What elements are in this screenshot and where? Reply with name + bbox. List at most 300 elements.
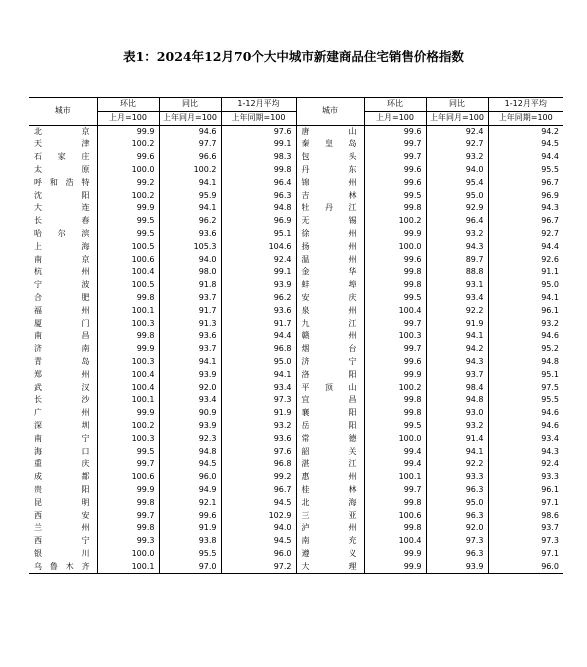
city-name-cell: 泸州 (296, 522, 364, 535)
yoy-index-cell: 93.9 (159, 369, 221, 382)
city-name-cell: 徐州 (296, 228, 364, 241)
yoy-index-cell: 93.1 (426, 279, 488, 292)
city-name-cell: 西宁 (34, 536, 91, 546)
city-name-cell: 襄阳 (296, 407, 364, 420)
yoy-index-cell: 94.1 (159, 177, 221, 190)
yoy-index-cell: 94.0 (426, 164, 488, 177)
table-row (29, 177, 563, 190)
mom-index-cell: 99.7 (364, 151, 426, 164)
city-name-cell: 三亚 (296, 510, 364, 523)
mom-index-cell: 99.6 (97, 151, 159, 164)
mom-index-cell: 100.3 (97, 356, 159, 369)
mom-index-cell: 100.2 (97, 420, 159, 433)
city-name-cell: 成都 (34, 472, 91, 482)
city-name-cell: 呼和浩特 (34, 177, 91, 187)
city-name-cell: 厦门 (34, 318, 91, 328)
city-name-cell: 常德 (296, 433, 364, 446)
avg-index-cell: 92.4 (221, 254, 296, 267)
header-mom-base-left: 上月=100 (97, 111, 159, 125)
yoy-index-cell: 93.2 (426, 228, 488, 241)
yoy-index-cell: 94.1 (159, 356, 221, 369)
yoy-index-cell: 91.9 (159, 522, 221, 535)
mom-index-cell: 100.3 (97, 433, 159, 446)
mom-index-cell: 100.1 (97, 561, 159, 574)
mom-index-cell: 99.9 (364, 228, 426, 241)
avg-index-cell: 95.0 (221, 356, 296, 369)
yoy-index-cell: 94.6 (159, 125, 221, 138)
table-row (29, 458, 563, 471)
city-name-cell: 宜昌 (296, 394, 364, 407)
avg-index-cell: 95.5 (488, 164, 563, 177)
city-name-cell: 烟台 (296, 343, 364, 356)
city-name-cell: 秦皇岛 (296, 138, 364, 151)
city-name-cell: 石家庄 (34, 152, 91, 162)
avg-index-cell: 94.8 (488, 356, 563, 369)
mom-index-cell: 99.8 (364, 394, 426, 407)
mom-index-cell: 99.5 (364, 292, 426, 305)
city-name-cell: 长沙 (34, 395, 91, 405)
avg-index-cell: 99.2 (221, 471, 296, 484)
avg-index-cell: 96.9 (221, 215, 296, 228)
mom-index-cell: 100.6 (364, 510, 426, 523)
avg-index-cell: 98.3 (221, 151, 296, 164)
city-name-cell: 南昌 (34, 331, 91, 341)
city-name-cell: 丹东 (296, 164, 364, 177)
avg-index-cell: 94.4 (488, 241, 563, 254)
table-row (29, 420, 563, 433)
yoy-index-cell: 91.9 (426, 318, 488, 331)
yoy-index-cell: 105.3 (159, 241, 221, 254)
avg-index-cell: 96.9 (488, 190, 563, 203)
avg-index-cell: 93.2 (488, 318, 563, 331)
mom-index-cell: 100.2 (97, 190, 159, 203)
avg-index-cell: 94.5 (221, 497, 296, 510)
mom-index-cell: 99.7 (364, 484, 426, 497)
table-row (29, 279, 563, 292)
yoy-index-cell: 93.6 (159, 330, 221, 343)
mom-index-cell: 99.7 (364, 138, 426, 151)
city-name-cell: 太原 (34, 164, 91, 174)
avg-index-cell: 104.6 (221, 241, 296, 254)
mom-index-cell: 99.7 (97, 510, 159, 523)
yoy-index-cell: 91.3 (159, 318, 221, 331)
yoy-index-cell: 92.2 (426, 305, 488, 318)
yoy-index-cell: 94.9 (159, 484, 221, 497)
mom-index-cell: 99.8 (364, 279, 426, 292)
mom-index-cell: 99.9 (364, 561, 426, 574)
avg-index-cell: 102.9 (221, 510, 296, 523)
yoy-index-cell: 99.6 (159, 510, 221, 523)
table-row (29, 318, 563, 331)
mom-index-cell: 99.9 (97, 202, 159, 215)
city-name-cell: 平顶山 (296, 382, 364, 395)
city-name-cell: 北京 (34, 126, 91, 136)
mom-index-cell: 99.6 (364, 177, 426, 190)
avg-index-cell: 95.0 (488, 279, 563, 292)
table-row (29, 343, 563, 356)
city-name-cell: 湛江 (296, 458, 364, 471)
mom-index-cell: 100.4 (364, 535, 426, 548)
yoy-index-cell: 93.6 (159, 228, 221, 241)
avg-index-cell: 93.7 (488, 522, 563, 535)
mom-index-cell: 100.6 (97, 254, 159, 267)
yoy-index-cell: 93.2 (426, 420, 488, 433)
avg-index-cell: 96.7 (488, 215, 563, 228)
avg-index-cell: 96.0 (488, 561, 563, 574)
yoy-index-cell: 94.8 (159, 446, 221, 459)
yoy-index-cell: 93.2 (426, 151, 488, 164)
city-name-cell: 济南 (34, 344, 91, 354)
city-name-cell: 遵义 (296, 548, 364, 561)
avg-index-cell: 94.2 (488, 125, 563, 138)
mom-index-cell: 99.5 (364, 190, 426, 203)
city-name-cell: 深圳 (34, 420, 91, 430)
avg-index-cell: 95.5 (488, 394, 563, 407)
yoy-index-cell: 94.3 (426, 241, 488, 254)
avg-index-cell: 97.1 (488, 497, 563, 510)
header-avg-base-right: 上年同期=100 (488, 111, 563, 125)
yoy-index-cell: 94.2 (426, 343, 488, 356)
city-name-cell: 蚌埠 (296, 279, 364, 292)
table-row (29, 215, 563, 228)
mom-index-cell: 99.6 (364, 164, 426, 177)
mom-index-cell: 99.3 (97, 535, 159, 548)
city-name-cell: 赣州 (296, 330, 364, 343)
avg-index-cell: 95.1 (221, 228, 296, 241)
yoy-index-cell: 98.4 (426, 382, 488, 395)
avg-index-cell: 94.0 (221, 522, 296, 535)
avg-index-cell: 98.6 (488, 510, 563, 523)
mom-index-cell: 100.1 (364, 471, 426, 484)
city-name-cell: 南宁 (34, 433, 91, 443)
header-city-right: 城市 (296, 98, 364, 126)
table-row (29, 561, 563, 574)
city-name-cell: 九江 (296, 318, 364, 331)
mom-index-cell: 99.7 (364, 318, 426, 331)
avg-index-cell: 96.7 (488, 177, 563, 190)
table-row (29, 305, 563, 318)
table-row (29, 497, 563, 510)
avg-index-cell: 94.5 (221, 535, 296, 548)
mom-index-cell: 100.2 (364, 382, 426, 395)
mom-index-cell: 99.9 (364, 369, 426, 382)
mom-index-cell: 99.9 (97, 125, 159, 138)
table-row (29, 266, 563, 279)
table-row (29, 356, 563, 369)
table-row (29, 369, 563, 382)
yoy-index-cell: 94.8 (426, 394, 488, 407)
avg-index-cell: 94.1 (488, 292, 563, 305)
mom-index-cell: 99.8 (97, 497, 159, 510)
city-name-cell: 昆明 (34, 497, 91, 507)
yoy-index-cell: 93.3 (426, 471, 488, 484)
avg-index-cell: 96.0 (221, 548, 296, 561)
city-name-cell: 大理 (296, 561, 364, 574)
yoy-index-cell: 92.3 (159, 433, 221, 446)
mom-index-cell: 99.8 (364, 497, 426, 510)
yoy-index-cell: 90.9 (159, 407, 221, 420)
avg-index-cell: 95.1 (488, 369, 563, 382)
header-avg-base-left: 上年同期=100 (221, 111, 296, 125)
city-name-cell: 韶关 (296, 446, 364, 459)
yoy-index-cell: 94.1 (426, 446, 488, 459)
header-mom-base-right: 上月=100 (364, 111, 426, 125)
mom-index-cell: 99.9 (97, 343, 159, 356)
city-name-cell: 乌鲁木齐 (34, 561, 91, 571)
avg-index-cell: 96.7 (221, 484, 296, 497)
yoy-index-cell: 92.1 (159, 497, 221, 510)
yoy-index-cell: 91.4 (426, 433, 488, 446)
avg-index-cell: 97.5 (488, 382, 563, 395)
yoy-index-cell: 94.1 (159, 202, 221, 215)
mom-index-cell: 99.4 (364, 446, 426, 459)
yoy-index-cell: 91.8 (159, 279, 221, 292)
table-title: 表1：2024年12月70个大中城市新建商品住宅销售价格指数 (123, 49, 464, 64)
mom-index-cell: 100.3 (97, 318, 159, 331)
yoy-index-cell: 100.2 (159, 164, 221, 177)
yoy-index-cell: 93.9 (426, 561, 488, 574)
table-row (29, 433, 563, 446)
table-row (29, 151, 563, 164)
header-city-left: 城市 (29, 98, 97, 126)
avg-index-cell: 94.4 (488, 151, 563, 164)
avg-index-cell: 97.6 (221, 446, 296, 459)
city-name-cell: 济宁 (296, 356, 364, 369)
avg-index-cell: 93.4 (488, 433, 563, 446)
avg-index-cell: 94.8 (221, 202, 296, 215)
yoy-index-cell: 96.3 (426, 510, 488, 523)
header-yoy-right: 同比 (426, 98, 488, 112)
mom-index-cell: 99.8 (364, 202, 426, 215)
mom-index-cell: 100.0 (97, 164, 159, 177)
mom-index-cell: 100.4 (97, 382, 159, 395)
table-row (29, 535, 563, 548)
table-row (29, 407, 563, 420)
yoy-index-cell: 92.0 (159, 382, 221, 395)
mom-index-cell: 100.5 (97, 241, 159, 254)
avg-index-cell: 97.2 (221, 561, 296, 574)
yoy-index-cell: 91.7 (159, 305, 221, 318)
city-name-cell: 贵阳 (34, 484, 91, 494)
avg-index-cell: 93.9 (221, 279, 296, 292)
mom-index-cell: 99.9 (364, 548, 426, 561)
avg-index-cell: 94.5 (488, 138, 563, 151)
table-row (29, 292, 563, 305)
yoy-index-cell: 93.0 (426, 407, 488, 420)
city-name-cell: 杭州 (34, 267, 91, 277)
mom-index-cell: 100.0 (97, 548, 159, 561)
avg-index-cell: 95.2 (488, 343, 563, 356)
city-name-cell: 洛阳 (296, 369, 364, 382)
table-row (29, 330, 563, 343)
city-name-cell: 安庆 (296, 292, 364, 305)
yoy-index-cell: 94.0 (159, 254, 221, 267)
mom-index-cell: 99.2 (97, 177, 159, 190)
mom-index-cell: 100.6 (97, 471, 159, 484)
avg-index-cell: 94.6 (488, 420, 563, 433)
yoy-index-cell: 88.8 (426, 266, 488, 279)
avg-index-cell: 97.3 (221, 394, 296, 407)
city-name-cell: 哈尔滨 (34, 228, 91, 238)
avg-index-cell: 99.8 (221, 164, 296, 177)
mom-index-cell: 99.8 (364, 266, 426, 279)
city-name-cell: 西安 (34, 510, 91, 520)
avg-index-cell: 94.4 (221, 330, 296, 343)
avg-index-cell: 96.1 (488, 484, 563, 497)
header-yoy-base-right: 上年同月=100 (426, 111, 488, 125)
mom-index-cell: 99.8 (364, 522, 426, 535)
city-name-cell: 惠州 (296, 471, 364, 484)
avg-index-cell: 92.7 (488, 228, 563, 241)
city-name-cell: 南充 (296, 535, 364, 548)
city-name-cell: 武汉 (34, 382, 91, 392)
mom-index-cell: 100.4 (97, 369, 159, 382)
table-row (29, 510, 563, 523)
yoy-index-cell: 95.0 (426, 190, 488, 203)
table-row (29, 548, 563, 561)
mom-index-cell: 99.5 (97, 228, 159, 241)
table-row (29, 202, 563, 215)
avg-index-cell: 94.6 (488, 330, 563, 343)
avg-index-cell: 96.8 (221, 458, 296, 471)
city-name-cell: 海口 (34, 446, 91, 456)
yoy-index-cell: 93.8 (159, 535, 221, 548)
mom-index-cell: 99.5 (364, 420, 426, 433)
avg-index-cell: 94.1 (221, 369, 296, 382)
yoy-index-cell: 97.7 (159, 138, 221, 151)
yoy-index-cell: 89.7 (426, 254, 488, 267)
table-row (29, 522, 563, 535)
yoy-index-cell: 94.3 (426, 356, 488, 369)
yoy-index-cell: 96.0 (159, 471, 221, 484)
city-name-cell: 唐山 (296, 125, 364, 138)
table-row (29, 394, 563, 407)
avg-index-cell: 94.3 (488, 202, 563, 215)
yoy-index-cell: 92.9 (426, 202, 488, 215)
table-row (29, 190, 563, 203)
header-avg-right: 1-12月平均 (488, 98, 563, 112)
city-name-cell: 天津 (34, 139, 91, 149)
city-name-cell: 合肥 (34, 292, 91, 302)
mom-index-cell: 100.5 (97, 279, 159, 292)
table-row (29, 471, 563, 484)
price-index-table (29, 97, 563, 574)
avg-index-cell: 92.4 (488, 458, 563, 471)
table-row (29, 446, 563, 459)
avg-index-cell: 93.3 (488, 471, 563, 484)
mom-index-cell: 100.4 (97, 266, 159, 279)
yoy-index-cell: 96.6 (159, 151, 221, 164)
table-row (29, 125, 563, 138)
mom-index-cell: 100.4 (364, 305, 426, 318)
yoy-index-cell: 92.2 (426, 458, 488, 471)
yoy-index-cell: 93.7 (426, 369, 488, 382)
avg-index-cell: 96.2 (221, 292, 296, 305)
table-row (29, 164, 563, 177)
mom-index-cell: 100.0 (364, 433, 426, 446)
avg-index-cell: 97.1 (488, 548, 563, 561)
yoy-index-cell: 95.9 (159, 190, 221, 203)
avg-index-cell: 92.6 (488, 254, 563, 267)
table-row (29, 254, 563, 267)
mom-index-cell: 99.8 (97, 292, 159, 305)
yoy-index-cell: 93.9 (159, 420, 221, 433)
mom-index-cell: 99.8 (97, 522, 159, 535)
avg-index-cell: 96.3 (221, 190, 296, 203)
table-row (29, 228, 563, 241)
mom-index-cell: 100.1 (97, 394, 159, 407)
yoy-index-cell: 98.0 (159, 266, 221, 279)
yoy-index-cell: 96.3 (426, 548, 488, 561)
city-name-cell: 锦州 (296, 177, 364, 190)
table-row (29, 138, 563, 151)
city-name-cell: 金华 (296, 266, 364, 279)
avg-index-cell: 96.4 (221, 177, 296, 190)
mom-index-cell: 99.7 (97, 458, 159, 471)
city-name-cell: 沈阳 (34, 190, 91, 200)
header-mom-right: 环比 (364, 98, 426, 112)
yoy-index-cell: 93.4 (159, 394, 221, 407)
table-row (29, 241, 563, 254)
yoy-index-cell: 96.3 (426, 484, 488, 497)
avg-index-cell: 93.6 (221, 305, 296, 318)
mom-index-cell: 99.6 (364, 254, 426, 267)
city-name-cell: 郑州 (34, 369, 91, 379)
mom-index-cell: 99.5 (97, 446, 159, 459)
yoy-index-cell: 93.7 (159, 343, 221, 356)
city-name-cell: 青岛 (34, 356, 91, 366)
city-name-cell: 牡丹江 (296, 202, 364, 215)
table-body (29, 125, 563, 574)
city-name-cell: 扬州 (296, 241, 364, 254)
avg-index-cell: 91.9 (221, 407, 296, 420)
mom-index-cell: 99.4 (364, 458, 426, 471)
city-name-cell: 吉林 (296, 190, 364, 203)
avg-index-cell: 91.7 (221, 318, 296, 331)
city-name-cell: 福州 (34, 305, 91, 315)
yoy-index-cell: 92.4 (426, 125, 488, 138)
mom-index-cell: 99.5 (97, 215, 159, 228)
header-yoy-left: 同比 (159, 98, 221, 112)
mom-index-cell: 100.1 (97, 305, 159, 318)
city-name-cell: 长春 (34, 216, 91, 226)
mom-index-cell: 99.7 (364, 343, 426, 356)
yoy-index-cell: 96.2 (159, 215, 221, 228)
avg-index-cell: 99.1 (221, 266, 296, 279)
yoy-index-cell: 95.0 (426, 497, 488, 510)
avg-index-cell: 93.4 (221, 382, 296, 395)
city-name-cell: 广州 (34, 408, 91, 418)
city-name-cell: 岳阳 (296, 420, 364, 433)
city-name-cell: 重庆 (34, 459, 91, 469)
mom-index-cell: 99.8 (364, 407, 426, 420)
mom-index-cell: 99.8 (97, 330, 159, 343)
mom-index-cell: 99.9 (97, 407, 159, 420)
city-name-cell: 宁波 (34, 280, 91, 290)
mom-index-cell: 99.9 (97, 484, 159, 497)
city-name-cell: 南京 (34, 254, 91, 264)
avg-index-cell: 94.3 (488, 446, 563, 459)
table-row (29, 382, 563, 395)
yoy-index-cell: 93.4 (426, 292, 488, 305)
yoy-index-cell: 92.7 (426, 138, 488, 151)
avg-index-cell: 96.8 (221, 343, 296, 356)
yoy-index-cell: 95.5 (159, 548, 221, 561)
mom-index-cell: 99.6 (364, 125, 426, 138)
avg-index-cell: 99.1 (221, 138, 296, 151)
header-yoy-base-left: 上年同月=100 (159, 111, 221, 125)
header-avg-left: 1-12月平均 (221, 98, 296, 112)
